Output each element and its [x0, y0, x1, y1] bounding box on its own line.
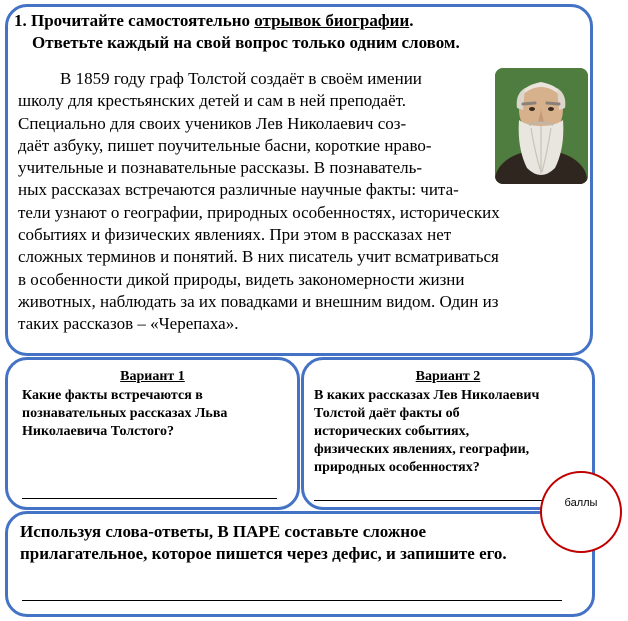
variant-2-question-line: Толстой даёт факты об — [314, 406, 460, 421]
variant-2-question — [314, 387, 589, 477]
instruction-line: Используя слова-ответы, В ПАРЕ составьте сложное — [20, 522, 427, 541]
passage-line: Специально для своих учеников Лев Николаевич соз- — [18, 113, 407, 133]
variant-1-question — [22, 387, 292, 441]
biography-passage — [18, 68, 578, 336]
score-circle[interactable] — [540, 471, 622, 553]
passage-line: В 1859 году граф Толстой создаёт в своём имении — [60, 69, 422, 88]
variant-2-question-line: физических явлениях, географии, — [314, 442, 530, 457]
passage-line: ных рассказах встречаются различные научные факты: чита- — [18, 180, 459, 200]
passage-line: событиях и физических явлениях. При этом в рассказах нет — [18, 225, 452, 245]
passage-line: даёт азбуку, пишет поучительные басни, короткие нраво- — [18, 135, 432, 155]
task-instruction: Ответьте каждый на свой вопрос только одним словом. — [32, 33, 460, 52]
passage-line: учительные и познавательные рассказы. В познаватель- — [18, 158, 423, 178]
variant-2-title: Вариант 2 — [415, 369, 481, 384]
variant-2-question-line: природных особенностях? — [314, 460, 480, 475]
score-label: баллы — [564, 497, 598, 509]
task-title-suffix: . — [409, 11, 414, 30]
passage-line: сложных терминов и понятий. В них писатель учит всматриваться — [18, 247, 499, 267]
compound-word-answer-line[interactable] — [22, 600, 562, 601]
variant-2-question-line: исторических событиях, — [314, 424, 470, 439]
instruction-line: прилагательное, которое пишется через дефис, и запишите его. — [20, 544, 507, 563]
passage-line: таких рассказов – «Черепаха». — [18, 314, 239, 334]
task-title-underlined: отрывок биографии — [254, 11, 410, 30]
passage-line: в особенности дикой природы, видеть закономерности жизни — [18, 269, 465, 289]
passage-line: тели узнают о географии, природных особенностях, исторических — [18, 202, 500, 222]
passage-line: школу для крестьянских детей и сам в ней преподаёт. — [18, 91, 407, 111]
compound-word-instruction — [20, 521, 580, 565]
variant-1-question-line: Николаевича Толстого? — [22, 424, 175, 439]
variant-2-question-line: В каких рассказах Лев Николаевич — [314, 388, 540, 403]
passage-line: животных, наблюдать за их повадками и внешним видом. Один из — [18, 291, 499, 311]
variant-1-question-line: познавательных рассказах Льва — [22, 406, 228, 421]
tolstoy-portrait — [495, 68, 588, 184]
variant-1-question-line: Какие факты встречаются в — [22, 388, 203, 403]
variant-1-answer-line[interactable] — [22, 498, 277, 499]
variant-2-answer-line[interactable] — [314, 500, 544, 501]
variant-1-title: Вариант 1 — [120, 369, 185, 384]
task-title — [14, 10, 574, 54]
task-title-prefix: 1. Прочитайте самостоятельно — [14, 11, 255, 30]
